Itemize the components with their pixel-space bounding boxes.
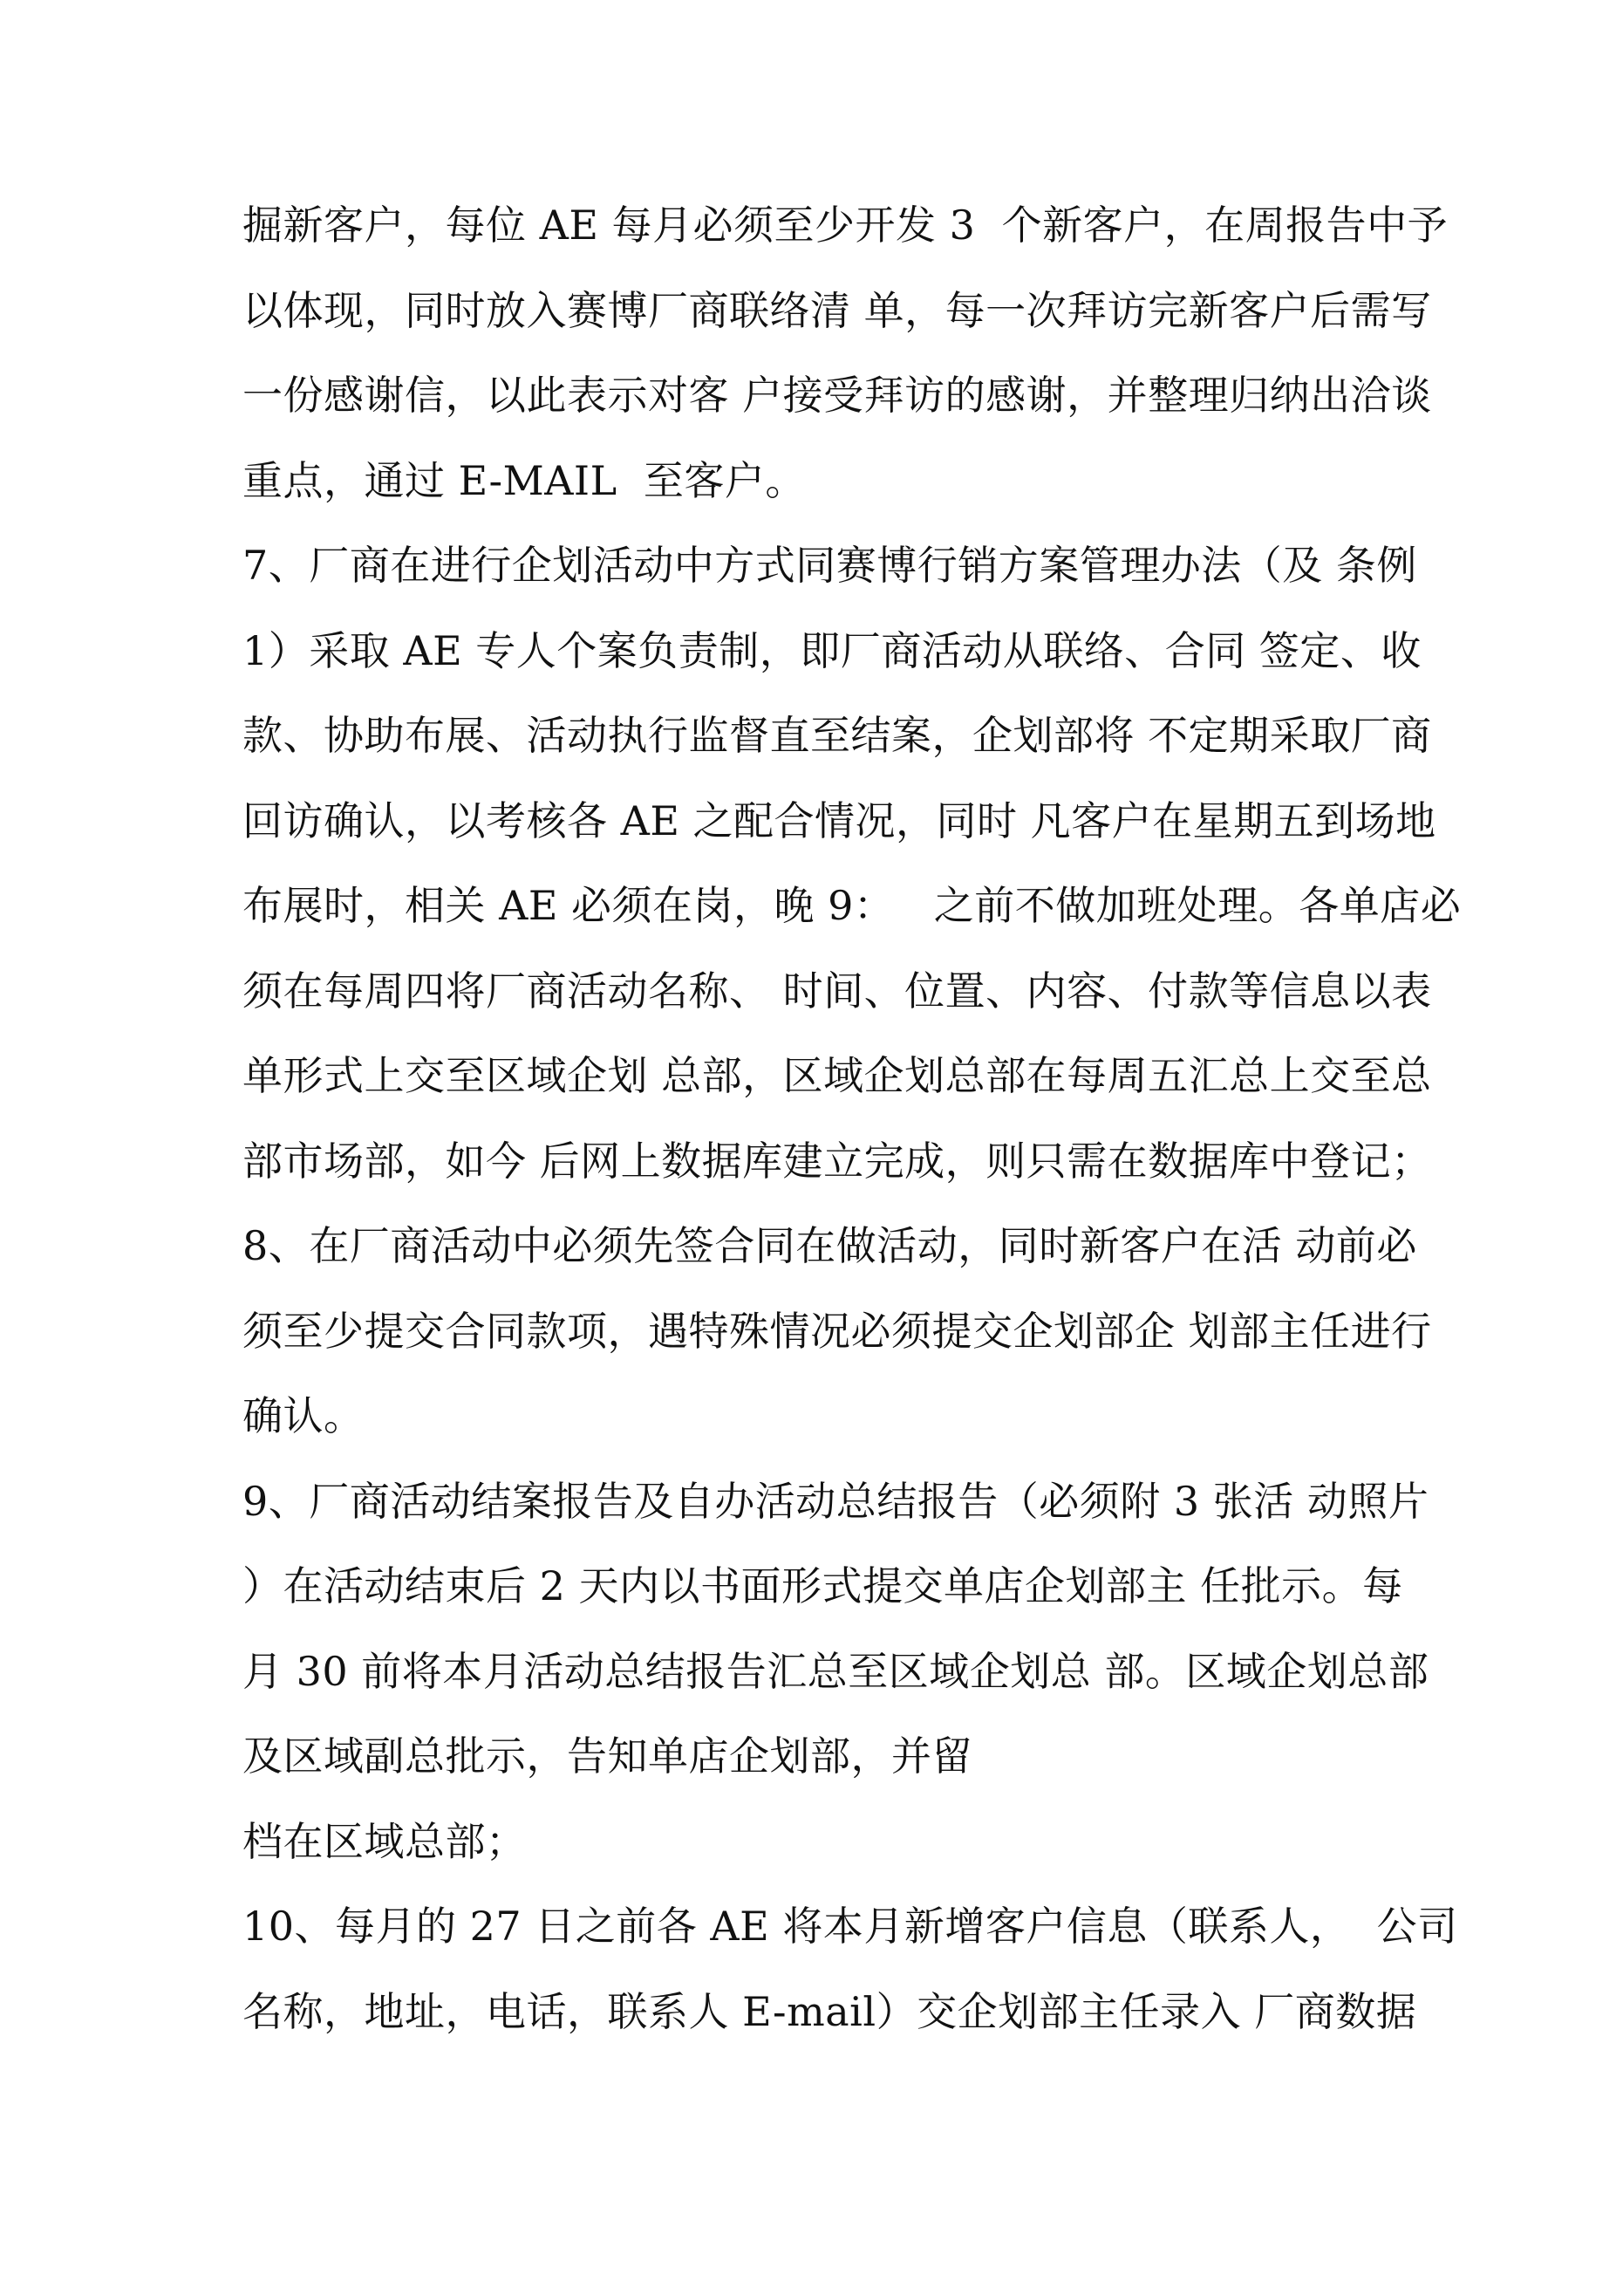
text-line: ）在活动结束后 2 天内以书面形式提交单店企划部主 任批示。每: [242, 1562, 1403, 1609]
text-line: 以体现，同时放入赛博厂商联络清 单，每一次拜访完新客户后需写: [242, 286, 1432, 334]
text-line: 一份感谢信，以此表示对客 户接受拜访的感谢，并整理归纳出洽谈: [242, 372, 1432, 419]
text-line: 1）采取 AE 专人个案负责制，即厂商活动从联络、合同 签定、收: [242, 626, 1422, 674]
text-line: 7、厂商在进行企划活动中方式同赛博行销方案管理办法（及 条例: [242, 542, 1417, 589]
text-line: 布展时，相关 AE 必须在岗，晚 9： 之前不做加班处理。各单店必: [242, 882, 1462, 929]
text-line: 9、厂商活动结案报告及自办活动总结报告（必须附 3 张活 动照片: [242, 1477, 1429, 1525]
text-line: 款、协助布展、活动执行监督直至结案，企划部将 不定期采取厂商: [242, 712, 1432, 759]
text-line: 单形式上交至区域企划 总部，区域企划总部在每周五汇总上交至总: [242, 1052, 1432, 1099]
text-line: 掘新客户，每位 AE 每月必须至少开发 3 个新客户，在周报告中予: [242, 202, 1449, 249]
text-line: 名称，地址，电话，联系人 E-mail）交企划部主任录入 厂商数据: [242, 1987, 1417, 2035]
text-line: 须在每周四将厂商活动名称、 时间、位置、内容、付款等信息以表: [242, 967, 1432, 1015]
document-body: [242, 183, 1462, 2054]
text-line: 回访确认，以考核各 AE 之配合情况，同时 凡客户在星期五到场地: [242, 796, 1436, 844]
text-line: 及区域副总批示，告知单店企划部，并留: [242, 1732, 972, 1780]
text-line: 部市场部，如今 后网上数据库建立完成，则只需在数据库中登记；: [242, 1137, 1432, 1185]
text-line: 重点，通过 E-MAIL 至客户。: [242, 456, 806, 504]
text-line: 档在区域总部；: [242, 1817, 527, 1865]
text-line: 确认。: [242, 1392, 365, 1439]
text-line: 须至少提交合同款项，遇特殊情况必须提交企划部企 划部主任进行: [242, 1307, 1432, 1355]
text-line: 月 30 前将本月活动总结报告汇总至区域企划总 部。区域企划总部: [242, 1647, 1429, 1695]
text-line: 10、每月的 27 日之前各 AE 将本月新增客户信息（联系人， 公司: [242, 1903, 1458, 1950]
text-line: 8、在厂商活动中必须先签合同在做活动，同时新客户在活 动前必: [242, 1222, 1417, 1269]
